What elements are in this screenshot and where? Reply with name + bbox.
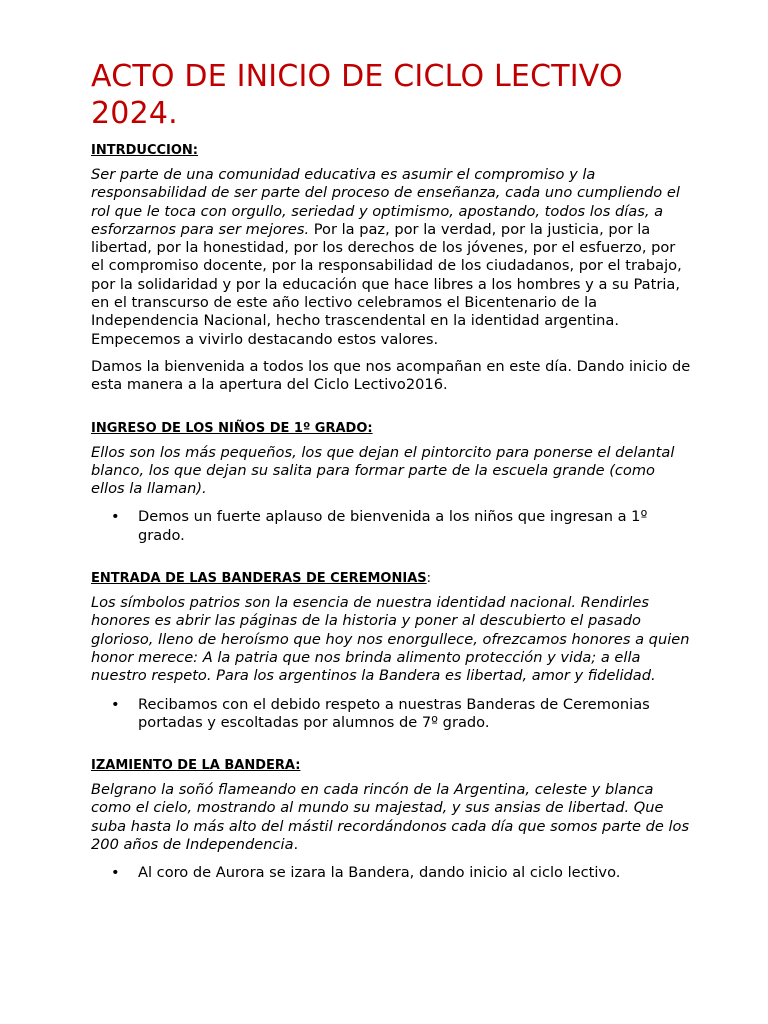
bullet-icon: •: [111, 695, 120, 713]
izamiento-text-suffix: .: [293, 836, 299, 854]
bullet-icon: •: [111, 864, 120, 882]
banderas-heading-line: [91, 570, 691, 588]
banderas-section: [91, 570, 691, 732]
banderas-list: [91, 696, 691, 733]
page-title: ACTO DE INICIO DE CICLO LECTIVO 2024.: [91, 59, 623, 131]
izamiento-text: Belgrano la soñó flameando en cada rincón de la Argentina, celeste y blanca como el cielo, mostrando al mundo su majestad, y sus ansias de libertad. Que suba hasta lo más alto del mástil recordándonos cada día que somos parte de los 200 años de Independencia: [91, 781, 690, 854]
intro-heading: INTRDUCCION:: [91, 143, 198, 158]
banderas-bullet-text: Recibamos con el debido respeto a nuestras Banderas de Ceremonias portadas y escoltadas por alumnos de 7º grado.: [138, 695, 650, 731]
intro-normal-text: Por la paz, por la verdad, por la justicia, por la libertad, por la honestidad, por los derechos de los jóvenes, por el esfuerzo, por el compromiso docente, por la responsabilidad de los ciudadanos, por el trabajo, por la solidaridad y por la educación que hace libres a los hombres y a su Patria, en el transcurso de este año lectivo celebramos el Bicentenario de la Independencia Nacional, hecho trascendental en la identidad argentina. Empecemos a vivirlo destacando estos valores.: [91, 220, 682, 348]
banderas-text: Los símbolos patrios son la esencia de nuestra identidad nacional. Rendirles honores es abrir las páginas de la historia y poner al descubierto el pasado glorioso, lleno de heroísmo que hoy nos enorgullece, ofrezcamos honores a quien honor merece: A la patria que nos brinda alimento protección y vida; a ella nuestro respeto. Para los argentinos la Bandera es libertad, amor y fidelidad.: [91, 594, 690, 685]
banderas-heading: ENTRADA DE LAS BANDERAS DE CEREMONIAS: [91, 571, 427, 587]
ingreso-section: [91, 420, 691, 545]
list-item: [91, 508, 691, 545]
ingreso-heading: INGRESO DE LOS NIÑOS DE 1º GRADO:: [91, 420, 373, 436]
intro-italic-text: Ser parte de una comunidad educativa es asumir el compromiso y la responsabilidad de ser parte del proceso de enseñanza, cada uno cumpliendo el rol que le toca con orgullo, seriedad y optimismo, apostando, todos los días, a esforzarnos para ser mejores.: [91, 166, 680, 238]
intro-paragraph: [91, 166, 691, 349]
list-item: [91, 864, 691, 882]
izamiento-paragraph: [91, 781, 691, 854]
izamiento-heading: IZAMIENTO DE LA BANDERA:: [91, 758, 301, 774]
izamiento-section: [91, 757, 691, 882]
welcome-paragraph: Damos la bienvenida a todos los que nos acompañan en este día. Dando inicio de esta manera a la apertura del Ciclo Lectivo2016.: [91, 357, 691, 394]
banderas-heading-suffix: :: [426, 571, 432, 587]
izamiento-list: [91, 864, 691, 882]
ingreso-list: [91, 508, 691, 545]
document-content: [91, 58, 691, 883]
list-item: [91, 696, 691, 733]
ingreso-text: Ellos son los más pequeños, los que dejan el pintorcito para ponerse el delantal blanco, los que dejan su salita para formar parte de la escuela grande (como ellos la llaman).: [91, 443, 675, 498]
intro-section: [91, 142, 691, 395]
izamiento-bullet-text: Al coro de Aurora se izara la Bandera, dando inicio al ciclo lectivo.: [138, 864, 621, 882]
bullet-icon: •: [111, 508, 120, 526]
ingreso-bullet-text: Demos un fuerte aplauso de bienvenida a los niños que ingresan a 1º grado.: [138, 508, 648, 544]
